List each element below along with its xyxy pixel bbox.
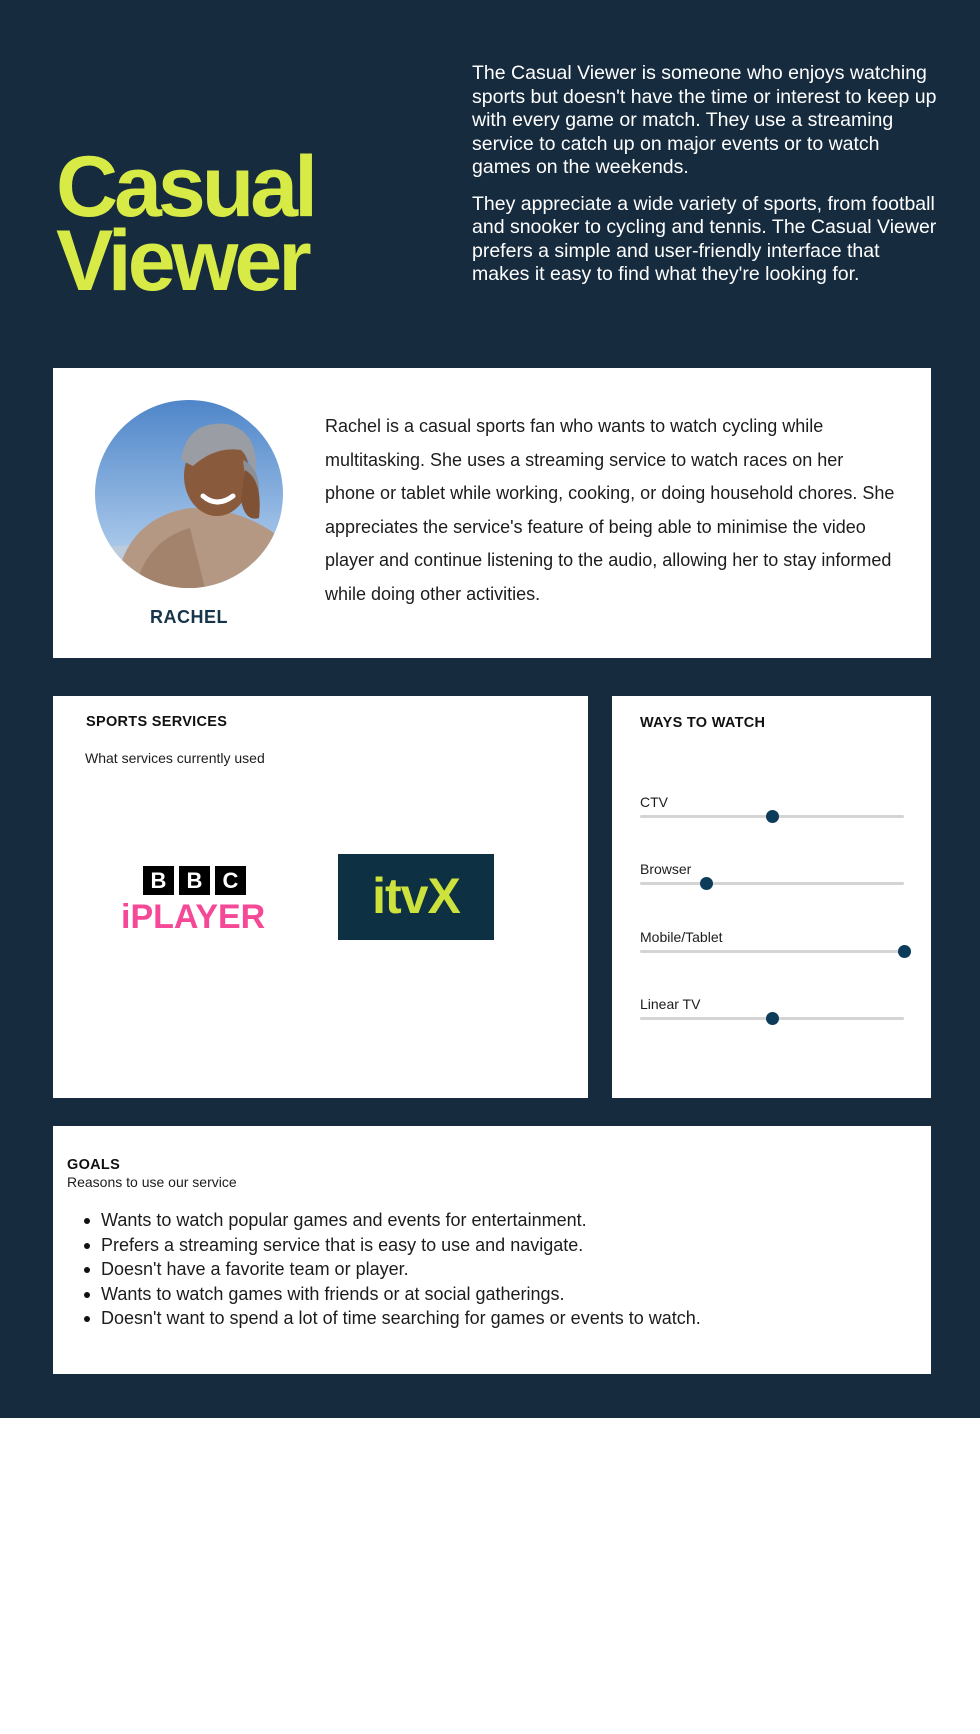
itvx-wordmark-graphic xyxy=(351,867,481,927)
ways-to-watch-heading: WAYS TO WATCH xyxy=(640,715,766,731)
bbc-blocks xyxy=(143,866,271,895)
goal-item: Wants to watch games with friends or at social gatherings. xyxy=(101,1282,701,1307)
bbc-iplayer-logo xyxy=(121,866,271,938)
slider-ctv[interactable] xyxy=(640,794,904,824)
profile-card xyxy=(53,368,931,658)
itvx-logo xyxy=(338,854,494,940)
slider-knob[interactable] xyxy=(766,1012,779,1025)
goals-card xyxy=(53,1126,931,1374)
goal-item: Wants to watch popular games and events for entertainment. xyxy=(101,1208,701,1233)
slider-browser[interactable] xyxy=(640,861,904,891)
slider-label: CTV xyxy=(640,794,668,810)
intro-paragraph-2: They appreciate a wide variety of sports, from football and snooker to cycling and tennis. The Casual Viewer prefers a simple and user-friendly interface that makes it easy to find what they're looking for. xyxy=(472,192,937,285)
slider-label: Browser xyxy=(640,861,692,877)
persona-name: RACHEL xyxy=(150,607,228,627)
avatar xyxy=(95,400,283,588)
slider-track xyxy=(640,950,904,953)
bbc-block: C xyxy=(215,866,246,895)
slider-label: Mobile/Tablet xyxy=(640,929,723,945)
title-line-1: Casual xyxy=(56,139,315,235)
bbc-block: B xyxy=(143,866,174,895)
goals-subheading: Reasons to use our service xyxy=(67,1174,237,1190)
goals-heading: GOALS xyxy=(67,1157,121,1173)
ways-to-watch-card xyxy=(612,696,931,1098)
goal-item: Doesn't want to spend a lot of time searching for games or events to watch. xyxy=(101,1306,701,1331)
goals-list xyxy=(101,1208,701,1331)
bbc-block: B xyxy=(179,866,210,895)
goal-item: Doesn't have a favorite team or player. xyxy=(101,1257,701,1282)
slider-label: Linear TV xyxy=(640,996,701,1012)
slider-knob[interactable] xyxy=(898,945,911,958)
goal-item: Prefers a streaming service that is easy to use and navigate. xyxy=(101,1233,701,1258)
slider-mobile-tablet[interactable] xyxy=(640,929,904,959)
avatar-photo xyxy=(95,400,283,588)
intro-paragraph-1: The Casual Viewer is someone who enjoys watching sports but doesn't have the time or interest to keep up with every game or match. They use a streaming service to catch up on major events or to watch games on the weekends. xyxy=(472,62,937,178)
slider-knob[interactable] xyxy=(766,810,779,823)
iplayer-wordmark: iPLAYER xyxy=(121,898,266,936)
persona-intro xyxy=(472,62,942,287)
sports-services-card xyxy=(53,696,588,1098)
sports-services-subheading: What services currently used xyxy=(85,750,265,766)
sports-services-heading: SPORTS SERVICES xyxy=(86,714,228,730)
slider-linear-tv[interactable] xyxy=(640,996,904,1026)
title-line-2: Viewer xyxy=(56,213,308,309)
slider-track xyxy=(640,882,904,885)
persona-title xyxy=(56,139,315,309)
slider-knob[interactable] xyxy=(700,877,713,890)
persona-bio: Rachel is a casual sports fan who wants to watch cycling while multitasking. She uses a streaming service to watch races on her phone or tablet while working, cooking, or doing household chores. She appreciates the service's feature of being able to minimise the video player and continue listening to the audio, allowing her to stay informed while doing other activities. xyxy=(325,416,895,604)
itvx-wordmark: itvX xyxy=(372,868,460,924)
